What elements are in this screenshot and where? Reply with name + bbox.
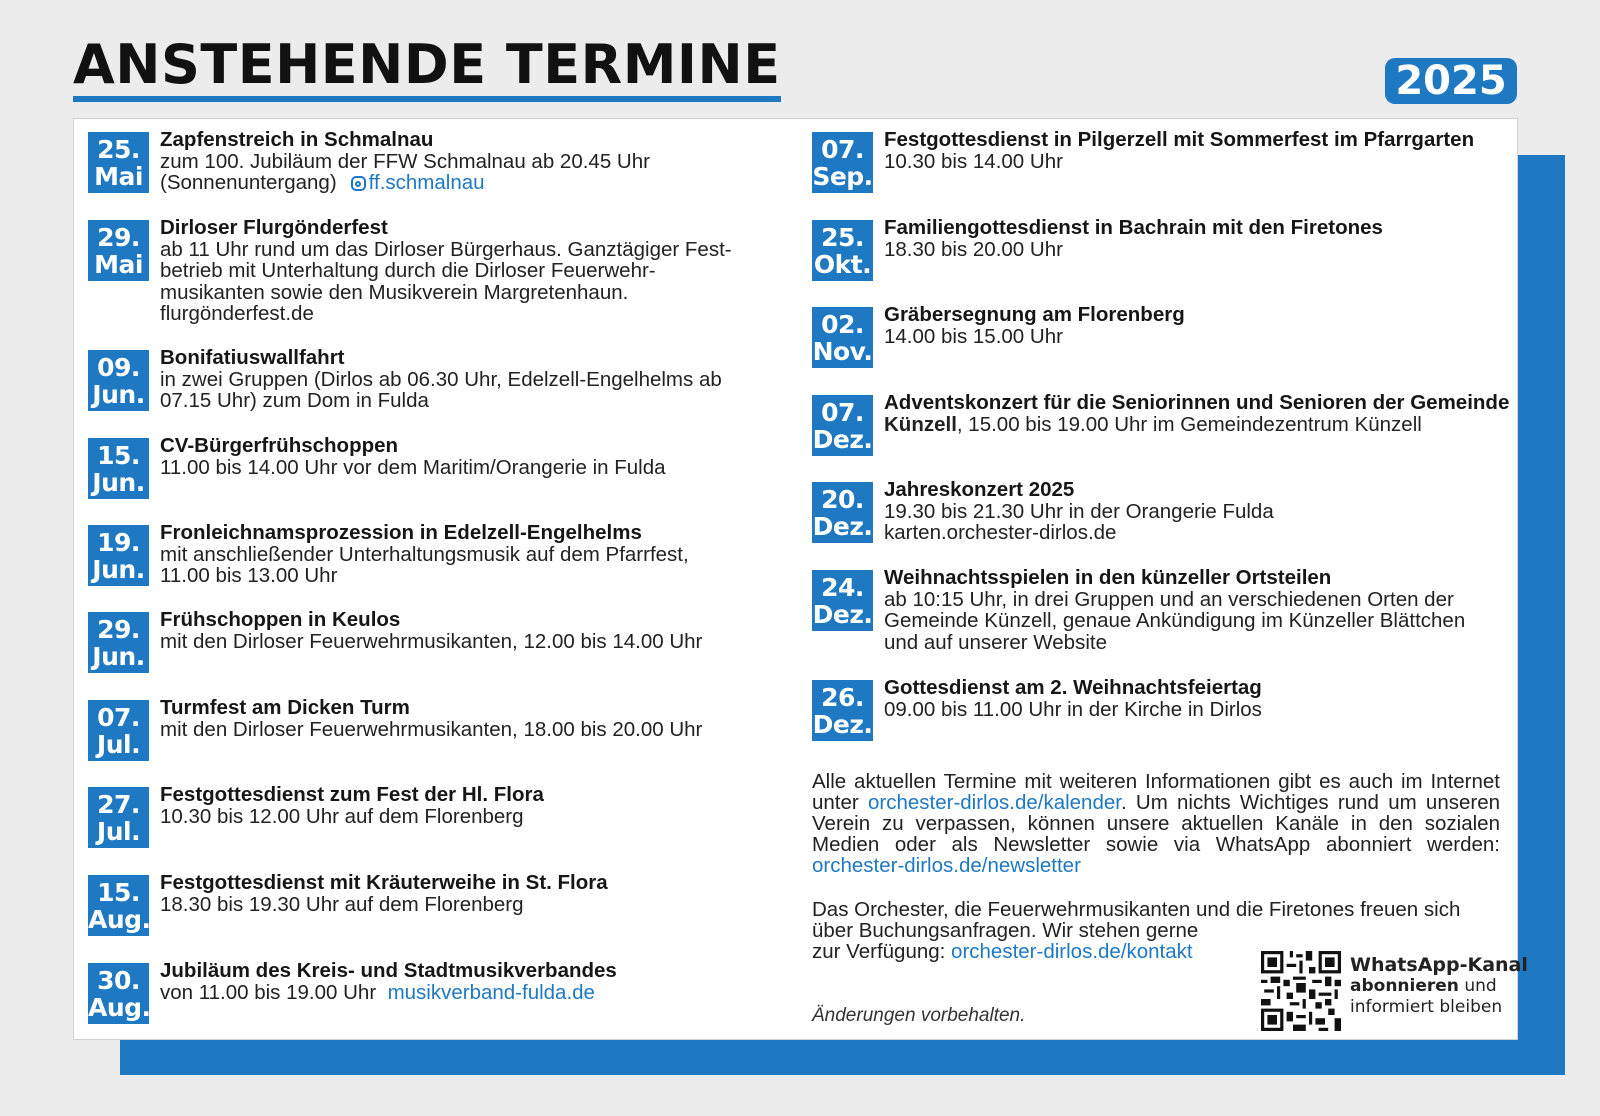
date-badge: 15. Aug. — [88, 875, 149, 936]
event-title: CV-Bürgerfrühschoppen — [160, 434, 399, 457]
date-badge: 27. Jul. — [88, 787, 149, 848]
event-title: Familiengottesdienst in Bachrain mit den Firetones — [884, 216, 1383, 239]
info-paragraph: Alle aktuellen Termine mit weiteren Informationen gibt es auch im Internet unter orchester-dirlos.de/kalender. Um nichts Wichtiges rund um unseren Verein zu verpassen, können unsere aktuellen Kanäle in den sozialen Medien oder als Newsletter sowie via WhatsApp abonniert werden: orchester-dirlos.de/newsletter — [812, 770, 1500, 877]
date-badge: 25. Mai — [88, 132, 149, 193]
contact-link[interactable]: orchester-dirlos.de/kontakt — [951, 940, 1193, 963]
newsletter-link[interactable]: orchester-dirlos.de/newsletter — [812, 854, 1081, 877]
date-badge: 30. Aug. — [88, 963, 149, 1024]
event-title: Zapfenstreich in Schmalnau — [160, 128, 434, 151]
event-title: Frühschoppen in Keulos — [160, 608, 401, 631]
event-title: Festgottesdienst in Pilgerzell mit Sommerfest im Pfarrgarten — [884, 128, 1475, 151]
event-title: Festgottesdienst zum Fest der Hl. Flora — [160, 783, 544, 806]
date-badge: 24. Dez. — [812, 570, 873, 631]
calendar-link[interactable]: orchester-dirlos.de/kalender — [867, 791, 1121, 814]
date-badge: 15. Jun. — [88, 438, 149, 499]
event-title: Gräbersegnung am Florenberg — [884, 303, 1185, 326]
event-title: Fronleichnamsprozession in Edelzell-Engelhelms — [160, 521, 642, 544]
event-title: Weihnachtsspielen in den künzeller Ortsteilen — [884, 566, 1332, 589]
event-title: Turmfest am Dicken Turm — [160, 696, 410, 719]
qr-code-icon[interactable] — [1261, 951, 1341, 1031]
date-badge: 20. Dez. — [812, 482, 873, 543]
date-badge: 26. Dez. — [812, 680, 873, 741]
date-badge: 07. Sep. — [812, 132, 873, 193]
whatsapp-channel[interactable]: WhatsApp-Kanal abonnieren und informiert bleiben — [1350, 954, 1528, 1017]
event-title: Festgottesdienst mit Kräuterweihe in St. Flora — [160, 871, 608, 894]
date-badge: 07. Jul. — [88, 700, 149, 761]
karten-link[interactable]: karten.orchester-dirlos.de — [884, 521, 1117, 544]
year-badge: 2025 — [1385, 58, 1517, 104]
event-title: Dirloser Flurgönderfest — [160, 216, 388, 239]
event-title: Gottesdienst am 2. Weihnachtsfeiertag — [884, 676, 1262, 699]
musikverband-link[interactable]: musikverband-fulda.de — [387, 980, 595, 1004]
date-badge: 29. Mai — [88, 220, 149, 281]
event-title: Jahreskonzert 2025 — [884, 478, 1075, 501]
event-title: Adventskonzert für die Seniorinnen und Senioren der Gemeinde — [884, 391, 1510, 414]
date-badge: 07. Dez. — [812, 395, 873, 456]
event-title: Jubiläum des Kreis- und Stadtmusikverbandes — [160, 959, 617, 982]
date-badge: 19. Jun. — [88, 525, 149, 586]
date-badge: 25. Okt. — [812, 220, 873, 281]
changes-note: Änderungen vorbehalten. — [812, 1005, 1026, 1026]
instagram-link[interactable]: ff.schmalnau — [368, 171, 485, 194]
flurgoenderfest-link[interactable]: flurgönderfest.de — [160, 302, 314, 325]
instagram-icon — [351, 176, 366, 191]
date-badge: 02. Nov. — [812, 307, 873, 368]
booking-paragraph: Das Orchester, die Feuerwehrmusikanten und die Firetones freuen sich über Buchungsanfragen. Wir stehen gerne zur Verfügung: orchester-dirlos.de/kontakt — [812, 898, 1461, 963]
date-badge: 29. Jun. — [88, 612, 149, 673]
date-badge: 09. Jun. — [88, 350, 149, 411]
page-title: ANSTEHENDE TERMINE — [73, 38, 781, 102]
event-title: Bonifatiuswallfahrt — [160, 346, 345, 369]
